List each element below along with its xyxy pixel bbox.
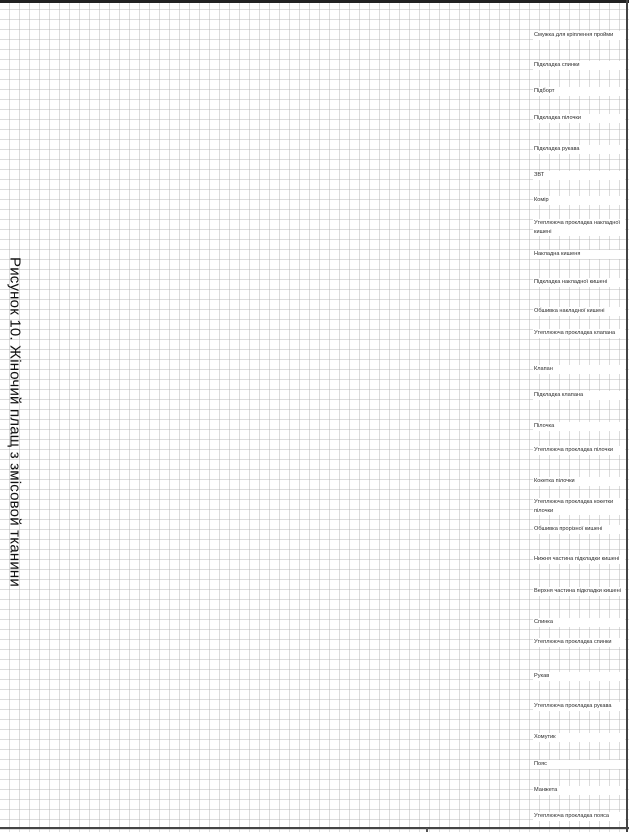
part-label: Підкладка клапана <box>533 391 625 400</box>
part-label: Нижня частина підкладки кишені <box>533 555 625 564</box>
part-label: Спинка <box>533 618 625 627</box>
part-label: Підборт <box>533 87 625 96</box>
part-label: Утеплююча прокладка рукава <box>533 702 625 711</box>
part-label: Хомутик <box>533 733 625 742</box>
part-label: Підкладка спинки <box>533 61 625 70</box>
part-label: Комір <box>533 196 625 205</box>
part-label: Накладна кишеня <box>533 250 625 259</box>
page-cursor-marker <box>426 828 428 832</box>
part-label: Пояс <box>533 760 625 769</box>
figure-caption: Рисунок 10. Жіночий плащ з змісовой тканини <box>6 256 24 588</box>
part-label: Утеплююча прокладка кокетки пілочки <box>533 498 625 515</box>
part-label: Смужка для кріплення пройми <box>533 31 625 40</box>
right-border <box>626 0 628 832</box>
part-label: Утеплююча прокладка клапана <box>533 329 625 338</box>
part-label: Рукав <box>533 672 625 681</box>
part-label: Утеплююча прокладка накладної кишені <box>533 219 625 236</box>
part-label: Підкладка пілочки <box>533 114 625 123</box>
part-label: Верхня частина підкладки кишені <box>533 587 625 596</box>
part-label: Манжета <box>533 786 625 795</box>
part-label: Обшивка накладної кишені <box>533 307 625 316</box>
part-label: Кокетка пілочки <box>533 477 625 486</box>
part-label: Утеплююча прокладка пояса <box>533 812 625 821</box>
part-label: Підкладка накладної кишені <box>533 278 625 287</box>
part-label: Клапан <box>533 365 625 374</box>
part-label: Пілочка <box>533 422 625 431</box>
part-label: Обшивка прорізної кишені <box>533 525 625 534</box>
part-label: ЗВТ <box>533 171 625 180</box>
figure-caption-area <box>0 0 30 832</box>
parts-label-column <box>533 0 625 832</box>
part-label: Підкладка рукава <box>533 145 625 154</box>
part-label: Утеплююча прокладка спинки <box>533 638 625 647</box>
part-label: Утеплююча прокладка пілочки <box>533 446 625 455</box>
